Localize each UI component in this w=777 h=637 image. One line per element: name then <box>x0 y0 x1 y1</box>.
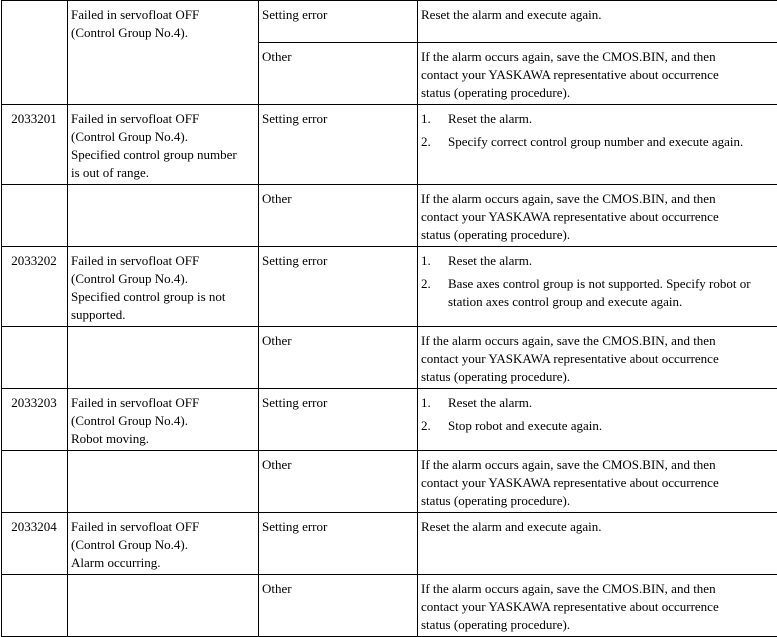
alarm-code-cell <box>2 575 68 637</box>
step-text: Specify correct control group number and execute again. <box>448 133 773 151</box>
remedy-cell <box>418 1 777 43</box>
remedy-steps <box>421 394 773 435</box>
remedy-step <box>421 110 773 128</box>
remedy-step <box>421 133 773 151</box>
table-row <box>2 389 777 451</box>
alarm-code-cell <box>2 247 68 327</box>
cause-text: Other <box>262 48 413 66</box>
cause-text: Setting error <box>262 394 413 412</box>
remedy-line: contact your YASKAWA representative about occurrence <box>421 350 773 368</box>
step-number: 2. <box>421 417 448 435</box>
remedy-line: If the alarm occurs again, save the CMOS.BIN, and then <box>421 580 773 598</box>
alarm-meaning-cell <box>68 247 259 327</box>
cause-text: Other <box>262 332 413 350</box>
cause-cell <box>259 105 418 185</box>
meaning-line: Failed in servofloat OFF <box>71 6 254 24</box>
remedy-line: If the alarm occurs again, save the CMOS.BIN, and then <box>421 332 773 350</box>
cause-cell <box>259 185 418 247</box>
step-number: 2. <box>421 133 448 151</box>
meaning-line: Failed in servofloat OFF <box>71 110 254 128</box>
table-row <box>2 513 777 575</box>
remedy-line: contact your YASKAWA representative about occurrence <box>421 66 773 84</box>
remedy-cell <box>418 185 777 247</box>
remedy-text: Reset the alarm and execute again. <box>421 518 773 536</box>
meaning-line: is out of range. <box>71 164 254 182</box>
cause-cell <box>259 1 418 43</box>
step-number: 1. <box>421 394 448 412</box>
alarm-meaning-cell <box>68 327 259 389</box>
alarm-meaning-cell <box>68 1 259 105</box>
remedy-steps <box>421 252 773 311</box>
meaning-line: supported. <box>71 306 254 324</box>
step-text: Reset the alarm. <box>448 252 773 270</box>
cause-text: Setting error <box>262 252 413 270</box>
step-text: Base axes control group is not supported. Specify robot or station axes control group and execute again. <box>448 275 773 311</box>
table-row <box>2 1 777 43</box>
meaning-line: Failed in servofloat OFF <box>71 518 254 536</box>
alarm-code: 2033201 <box>5 110 63 128</box>
cause-text: Setting error <box>262 6 413 24</box>
meaning-line: (Control Group No.4). <box>71 270 254 288</box>
alarm-code-cell <box>2 327 68 389</box>
cause-cell <box>259 575 418 637</box>
remedy-cell <box>418 451 777 513</box>
remedy-step <box>421 252 773 270</box>
cause-cell <box>259 247 418 327</box>
remedy-cell <box>418 105 777 185</box>
remedy-line: If the alarm occurs again, save the CMOS.BIN, and then <box>421 456 773 474</box>
cause-cell <box>259 327 418 389</box>
table-row <box>2 451 777 513</box>
remedy-step <box>421 417 773 435</box>
cause-cell <box>259 451 418 513</box>
remedy-line: status (operating procedure). <box>421 84 773 102</box>
remedy-cell <box>418 327 777 389</box>
alarm-code-cell <box>2 185 68 247</box>
step-number: 2. <box>421 275 448 311</box>
remedy-cell <box>418 247 777 327</box>
table-row <box>2 247 777 327</box>
alarm-meaning-cell <box>68 389 259 451</box>
cause-text: Setting error <box>262 518 413 536</box>
alarm-code-cell <box>2 1 68 105</box>
alarm-meaning-cell <box>68 105 259 185</box>
remedy-line: If the alarm occurs again, save the CMOS.BIN, and then <box>421 48 773 66</box>
step-text: Reset the alarm. <box>448 394 773 412</box>
alarm-code-cell <box>2 389 68 451</box>
remedy-cell <box>418 575 777 637</box>
remedy-line: contact your YASKAWA representative about occurrence <box>421 474 773 492</box>
remedy-cell <box>418 513 777 575</box>
step-number: 1. <box>421 252 448 270</box>
table-row <box>2 327 777 389</box>
cause-text: Setting error <box>262 110 413 128</box>
alarm-meaning-cell <box>68 575 259 637</box>
meaning-line: (Control Group No.4). <box>71 536 254 554</box>
step-text: Reset the alarm. <box>448 110 773 128</box>
remedy-line: status (operating procedure). <box>421 226 773 244</box>
meaning-line: Failed in servofloat OFF <box>71 394 254 412</box>
cause-text: Other <box>262 580 413 598</box>
cause-cell <box>259 513 418 575</box>
meaning-line: (Control Group No.4). <box>71 128 254 146</box>
alarm-code: 2033204 <box>5 518 63 536</box>
cause-text: Other <box>262 456 413 474</box>
cause-text: Other <box>262 190 413 208</box>
remedy-line: contact your YASKAWA representative about occurrence <box>421 208 773 226</box>
remedy-cell <box>418 43 777 105</box>
table-row <box>2 575 777 637</box>
remedy-cell <box>418 389 777 451</box>
meaning-line: Specified control group number <box>71 146 254 164</box>
table-row <box>2 105 777 185</box>
alarm-code: 2033203 <box>5 394 63 412</box>
step-number: 1. <box>421 110 448 128</box>
meaning-line: (Control Group No.4). <box>71 24 254 42</box>
remedy-line: status (operating procedure). <box>421 492 773 510</box>
meaning-line: Alarm occurring. <box>71 554 254 572</box>
meaning-line: Specified control group is not <box>71 288 254 306</box>
remedy-step <box>421 275 773 311</box>
meaning-line: Failed in servofloat OFF <box>71 252 254 270</box>
cause-cell <box>259 389 418 451</box>
alarm-meaning-cell <box>68 185 259 247</box>
remedy-line: contact your YASKAWA representative about occurrence <box>421 598 773 616</box>
remedy-line: status (operating procedure). <box>421 368 773 386</box>
remedy-step <box>421 394 773 412</box>
alarm-code: 2033202 <box>5 252 63 270</box>
step-text: Stop robot and execute again. <box>448 417 773 435</box>
alarm-code-cell <box>2 451 68 513</box>
meaning-line: Robot moving. <box>71 430 254 448</box>
table-row <box>2 185 777 247</box>
meaning-line: (Control Group No.4). <box>71 412 254 430</box>
alarm-meaning-cell <box>68 513 259 575</box>
remedy-steps <box>421 110 773 151</box>
alarm-table <box>1 0 777 637</box>
remedy-text: Reset the alarm and execute again. <box>421 6 773 24</box>
cause-cell <box>259 43 418 105</box>
remedy-line: status (operating procedure). <box>421 616 773 634</box>
alarm-code-cell <box>2 105 68 185</box>
alarm-meaning-cell <box>68 451 259 513</box>
alarm-code-cell <box>2 513 68 575</box>
remedy-line: If the alarm occurs again, save the CMOS.BIN, and then <box>421 190 773 208</box>
